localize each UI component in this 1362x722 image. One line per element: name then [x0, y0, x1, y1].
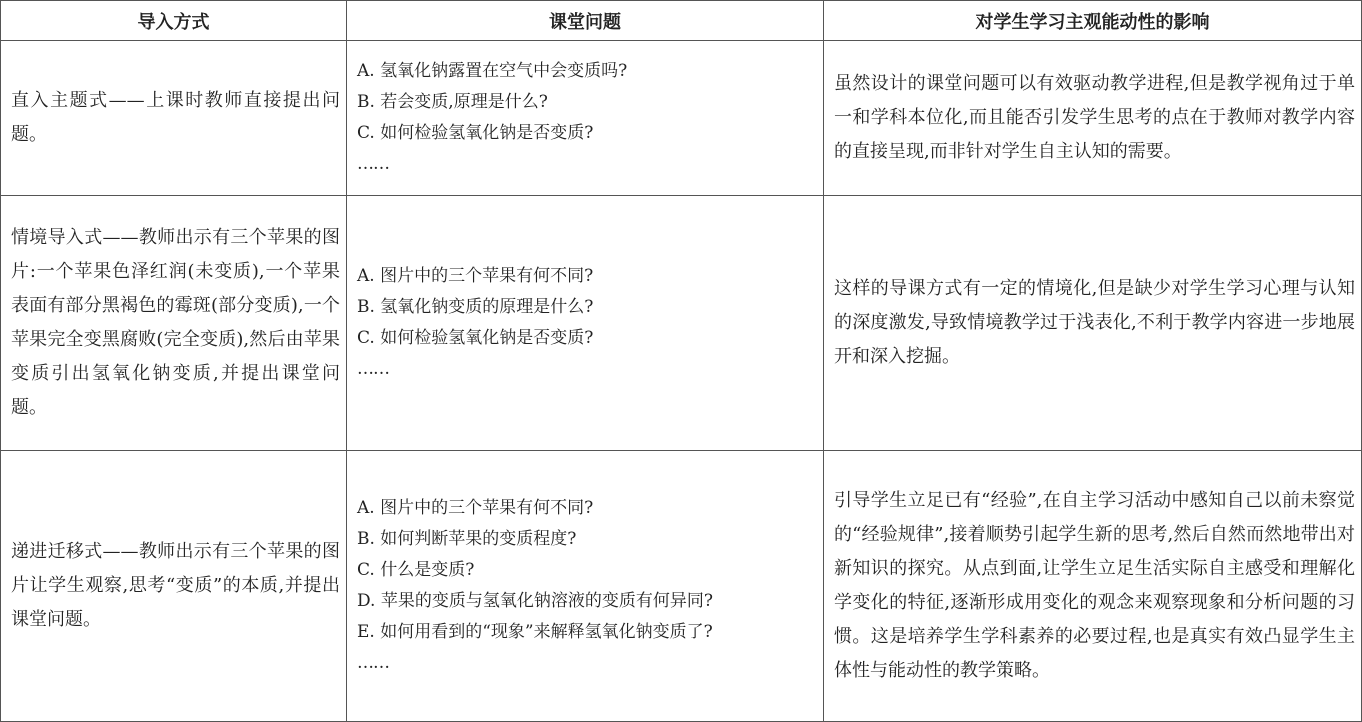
question-item: C. 什么是变质?: [357, 560, 475, 580]
questions-cell: [347, 451, 824, 722]
impact-cell: 虽然设计的课堂问题可以有效驱动教学进程,但是教学视角过于单一和学科本位化,而且能否引发学生思考的点在于教师对教学内容的直接呈现,而非针对学生自主认知的需要。: [824, 41, 1362, 196]
header-row: [1, 1, 1362, 41]
method-cell: 递进迁移式——教师出示有三个苹果的图片让学生观察,思考“变质”的本质,并提出课堂问题。: [1, 451, 347, 722]
table-row: [1, 451, 1362, 722]
questions-cell: [347, 41, 824, 196]
method-cell: 情境导入式——教师出示有三个苹果的图片:一个苹果色泽红润(未变质),一个苹果表面有部分黑褐色的霉斑(部分变质),一个苹果完全变黑腐败(完全变质),然后由苹果变质引出氢氧化钠变质,并提出课堂问题。: [1, 196, 347, 451]
impact-cell: 这样的导课方式有一定的情境化,但是缺少对学生学习心理与认知的深度激发,导致情境教学过于浅表化,不利于教学内容进一步地展开和深入挖掘。: [824, 196, 1362, 451]
question-item: D. 苹果的变质与氢氧化钠溶液的变质有何异同?: [357, 591, 713, 611]
table-row: [1, 196, 1362, 451]
question-item: A. 图片中的三个苹果有何不同?: [357, 266, 594, 286]
table-row: [1, 41, 1362, 196]
question-item: A. 图片中的三个苹果有何不同?: [357, 498, 594, 518]
question-ellipsis: ……: [357, 359, 389, 379]
question-item: B. 如何判断苹果的变质程度?: [357, 529, 577, 549]
question-item: C. 如何检验氢氧化钠是否变质?: [357, 123, 594, 143]
impact-cell: 引导学生立足已有“经验”,在自主学习活动中感知自己以前未察觉的“经验规律”,接着顺势引起学生新的思考,然后自然而然地带出对新知识的探究。从点到面,让学生立足生活实际自主感受和理解化学变化的特征,逐渐形成用变化的观念来观察现象和分析问题的习惯。这是培养学生学科素养的必要过程,也是真实有效凸显学生主体性与能动性的教学策略。: [824, 451, 1362, 722]
header-impact: 对学生学习主观能动性的影响: [824, 1, 1362, 41]
method-cell: 直入主题式——上课时教师直接提出问题。: [1, 41, 347, 196]
question-item: E. 如何用看到的“现象”来解释氢氧化钠变质了?: [357, 622, 713, 642]
question-item: C. 如何检验氢氧化钠是否变质?: [357, 328, 594, 348]
question-item: B. 氢氧化钠变质的原理是什么?: [357, 297, 594, 317]
question-item: A. 氢氧化钠露置在空气中会变质吗?: [357, 61, 628, 81]
question-ellipsis: ……: [357, 653, 389, 673]
questions-cell: [347, 196, 824, 451]
question-ellipsis: ……: [357, 154, 389, 174]
header-questions: 课堂问题: [347, 1, 824, 41]
header-method: 导入方式: [1, 1, 347, 41]
question-item: B. 若会变质,原理是什么?: [357, 92, 548, 112]
